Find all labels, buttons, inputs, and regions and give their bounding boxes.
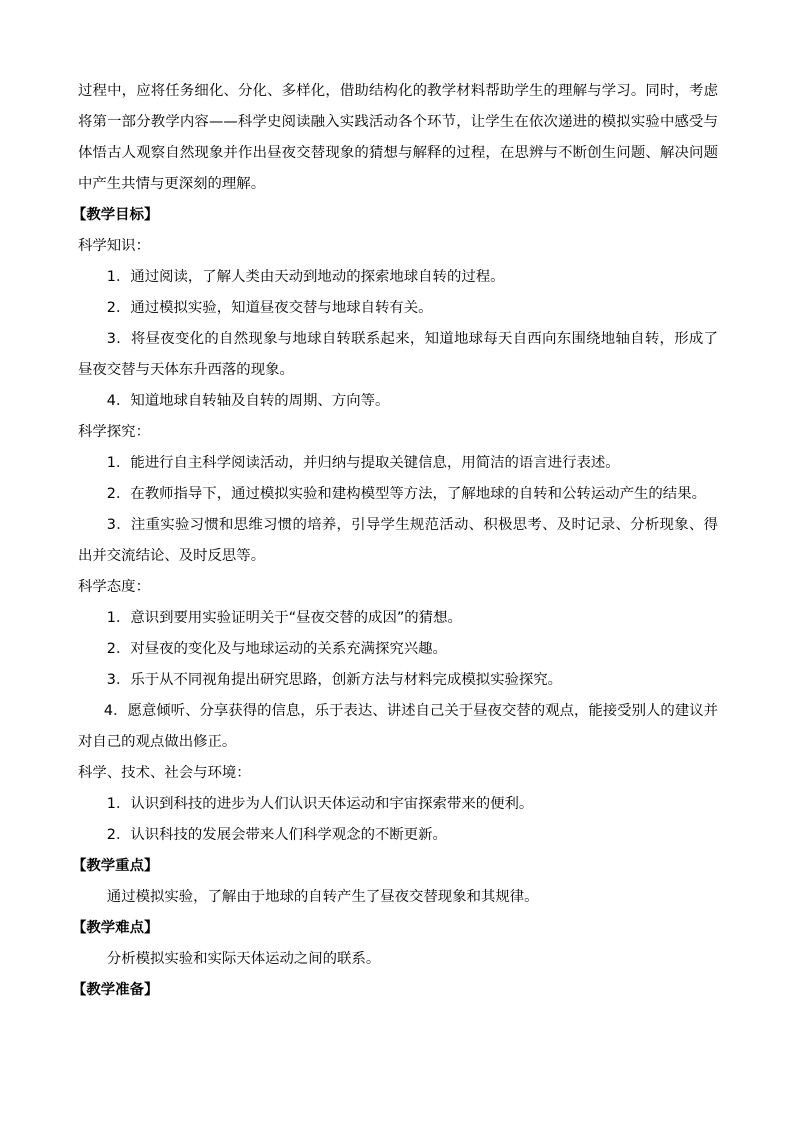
key-point-heading: 【教学重点】 — [72, 858, 159, 874]
attitude-label: 科学态度： — [78, 579, 150, 595]
knowledge-label: 科学知识： — [78, 238, 150, 254]
inquiry-item: 1．能进行自主科学阅读活动，并归纳与提取关键信息，用简洁的语言进行表述。 — [106, 455, 620, 471]
document-page — [72, 76, 718, 1006]
knowledge-item: 2．通过模拟实验，知道昼夜交替与地球自转有关。 — [106, 300, 433, 316]
objectives-heading: 【教学目标】 — [72, 207, 159, 223]
inquiry-item: 3．注重实验习惯和思维习惯的培养，引导学生规范活动、积极思考、及时记录、分析现象、得出并交流结论、及时反思等。 — [78, 517, 718, 564]
intro-paragraph: 过程中，应将任务细化、分化、多样化，借助结构化的教学材料帮助学生的理解与学习。同时，考虑将第一部分教学内容——科学史阅读融入实践活动各个环节，让学生在依次递进的模拟实验中感受与体悟古人观察自然现象并作出昼夜交替现象的猜想与解释的过程，在思辨与不断创生问题、解决问题中产生共情与更深刻的理解。 — [78, 83, 718, 192]
inquiry-item: 2．在教师指导下，通过模拟实验和建构模型等方法，了解地球的自转和公转运动产生的结果。 — [106, 486, 706, 502]
sts-item: 1．认识到科技的进步为人们认识天体运动和宇宙探索带来的便利。 — [106, 796, 534, 812]
sts-label: 科学、技术、社会与环境： — [78, 765, 251, 781]
inquiry-label: 科学探究： — [78, 424, 150, 440]
key-point-text: 通过模拟实验，了解由于地球的自转产生了昼夜交替现象和其规律。 — [106, 889, 539, 905]
sts-item: 2．认识科技的发展会带来人们科学观念的不断更新。 — [106, 827, 447, 843]
preparation-heading: 【教学准备】 — [72, 982, 159, 998]
attitude-item: 1．意识到要用实验证明关于“昼夜交替的成因”的猜想。 — [106, 610, 462, 626]
attitude-item: 3．乐于从不同视角提出研究思路，创新方法与材料完成模拟实验探究。 — [106, 672, 563, 688]
attitude-item: 4．愿意倾听、分享获得的信息，乐于表达、讲述自己关于昼夜交替的观点，能接受别人的建议并对自己的观点做出修正。 — [78, 703, 718, 750]
knowledge-item: 1．通过阅读，了解人类由天动到地动的探索地球自转的过程。 — [106, 269, 505, 285]
difficulty-heading: 【教学难点】 — [72, 920, 159, 936]
knowledge-item: 4．知道地球自转轴及自转的周期、方向等。 — [106, 393, 390, 409]
difficulty-text: 分析模拟实验和实际天体运动之间的联系。 — [106, 951, 381, 967]
knowledge-item: 3．将昼夜变化的自然现象与地球自转联系起来，知道地球每天自西向东围绕地轴自转，形成了昼夜交替与天体东升西落的现象。 — [78, 331, 718, 378]
attitude-item: 2．对昼夜的变化及与地球运动的关系充满探究兴趣。 — [106, 641, 447, 657]
